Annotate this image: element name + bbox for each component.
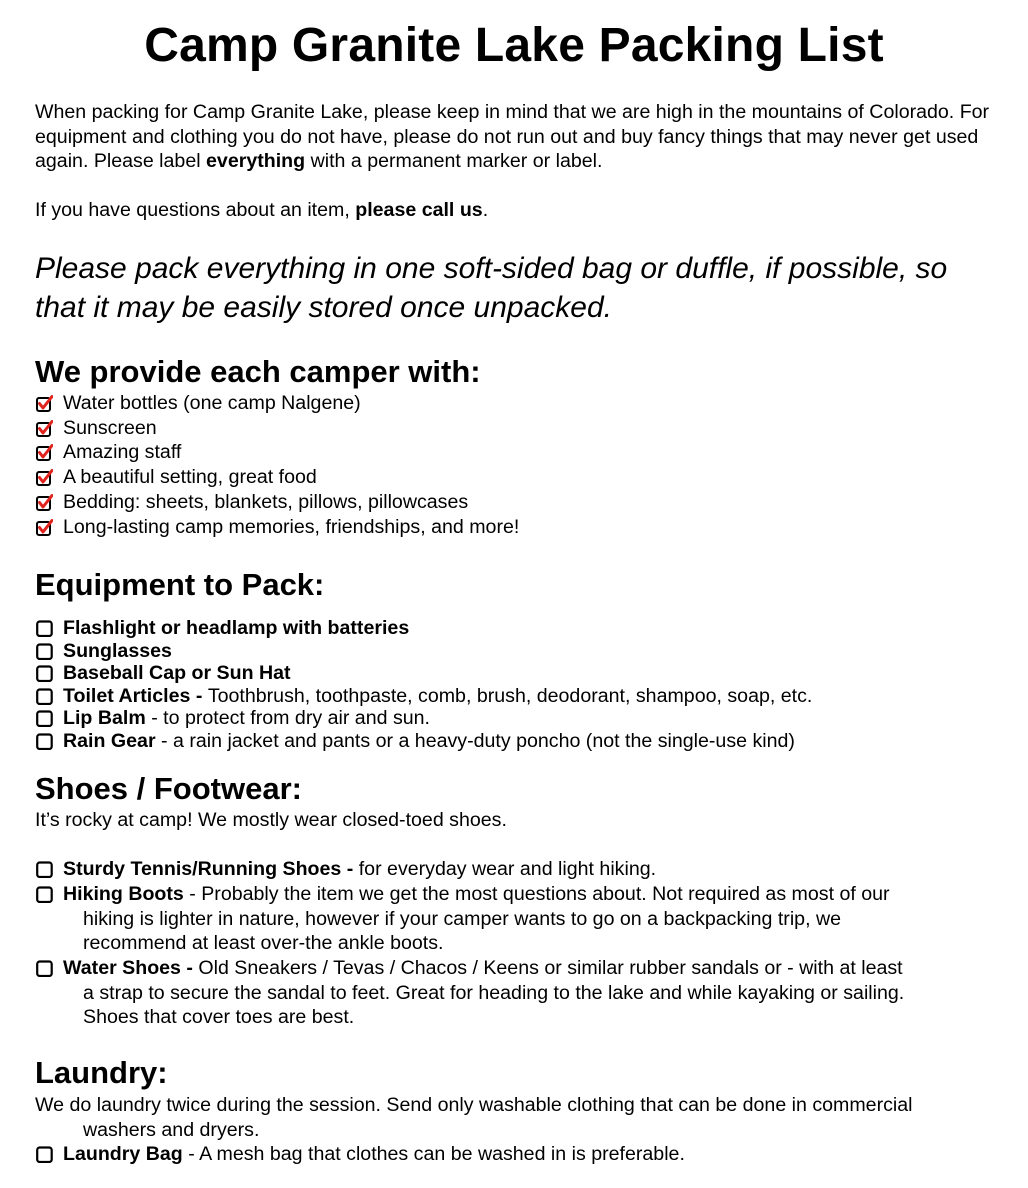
equipment-item-name: Baseball Cap or Sun Hat xyxy=(63,662,291,685)
equipment-item[interactable] xyxy=(35,617,812,640)
intro-text-b: with a permanent marker or label. xyxy=(305,150,603,172)
shoe-item-name: Water Shoes - xyxy=(63,957,199,979)
shoe-item[interactable] xyxy=(35,857,995,882)
laundry-description xyxy=(35,1093,1000,1142)
shoe-item[interactable] xyxy=(35,956,995,1030)
questions-paragraph xyxy=(35,198,488,223)
provide-item-label: Long-lasting camp memories, friendships, and more! xyxy=(63,515,520,538)
checked-box-icon xyxy=(36,395,53,412)
laundry-heading: Laundry: xyxy=(35,1055,168,1090)
shoe-item-description: for everyday wear and light hiking. xyxy=(358,858,657,880)
laundry-bag-bold: Laundry Bag xyxy=(63,1143,183,1165)
provide-heading: We provide each camper with: xyxy=(35,354,481,389)
laundry-bag-item[interactable] xyxy=(35,1142,995,1167)
provide-item-label: A beautiful setting, great food xyxy=(63,466,317,489)
equipment-item[interactable] xyxy=(35,707,812,730)
intro-paragraph xyxy=(35,100,995,174)
equipment-item-description: - a rain jacket and pants or a heavy-duty poncho (not the single-use kind) xyxy=(155,729,795,752)
empty-checkbox-icon[interactable] xyxy=(36,688,53,705)
empty-checkbox-icon[interactable] xyxy=(36,665,53,682)
page-title: Camp Granite Lake Packing List xyxy=(144,19,884,72)
laundry-bag-rest: - A mesh bag that clothes can be washed in is preferable. xyxy=(182,1143,685,1165)
shoes-subtitle: It’s rocky at camp! We mostly wear closed-toed shoes. xyxy=(35,809,507,831)
equipment-item-name: Lip Balm xyxy=(63,707,146,730)
shoe-item-continuation: a strap to secure the sandal to feet. Great for heading to the lake and while kayaking or sailing. xyxy=(83,981,905,1004)
provide-item xyxy=(35,440,519,465)
provide-item-label: Sunscreen xyxy=(63,416,157,439)
equipment-item-name: Flashlight or headlamp with batteries xyxy=(63,617,410,639)
packing-note: Please pack everything in one soft-sided bag or duffle, if possible, so that it may be easily stored once unpacked. xyxy=(35,252,948,324)
empty-checkbox-icon[interactable] xyxy=(36,620,53,637)
shoe-item[interactable] xyxy=(35,882,995,956)
questions-text-b: . xyxy=(482,199,489,221)
shoe-item-description: Old Sneakers / Tevas / Chacos / Keens or similar rubber sandals or - with at least xyxy=(198,957,903,979)
checked-box-icon xyxy=(36,420,53,437)
laundry-text-line1: We do laundry twice during the session. Send only washable clothing that can be done in commercial xyxy=(35,1094,913,1116)
checked-box-icon xyxy=(36,444,53,461)
equipment-item[interactable] xyxy=(35,685,812,708)
questions-bold: please call us xyxy=(355,199,483,221)
empty-checkbox-icon[interactable] xyxy=(36,643,53,660)
equipment-item-name: Toilet Articles - xyxy=(63,684,208,707)
checked-box-icon xyxy=(36,469,53,486)
checked-box-icon xyxy=(36,519,53,536)
equipment-item[interactable] xyxy=(35,640,812,663)
equipment-item-name: Rain Gear xyxy=(63,729,156,752)
checked-box-icon xyxy=(36,494,53,511)
equipment-item-description: Toothbrush, toothpaste, comb, brush, deodorant, shampoo, soap, etc. xyxy=(207,684,813,707)
empty-checkbox-icon[interactable] xyxy=(36,886,53,903)
empty-checkbox-icon[interactable] xyxy=(36,960,53,977)
provide-item xyxy=(35,515,519,540)
empty-checkbox-icon[interactable] xyxy=(36,861,53,878)
equipment-list xyxy=(35,617,812,753)
provide-item xyxy=(35,416,519,441)
empty-checkbox-icon[interactable] xyxy=(36,710,53,727)
shoe-item-name: Sturdy Tennis/Running Shoes - xyxy=(63,858,359,880)
provide-item-label: Water bottles (one camp Nalgene) xyxy=(63,392,361,414)
shoe-item-continuation: hiking is lighter in nature, however if your camper wants to go on a backpacking trip, we xyxy=(83,907,842,930)
shoe-item-continuation: Shoes that cover toes are best. xyxy=(83,1006,355,1028)
equipment-item[interactable] xyxy=(35,730,812,753)
equipment-heading: Equipment to Pack: xyxy=(35,567,325,602)
equipment-item-description: - to protect from dry air and sun. xyxy=(145,707,430,730)
provide-item xyxy=(35,465,519,490)
equipment-item[interactable] xyxy=(35,662,812,685)
empty-checkbox-icon[interactable] xyxy=(36,1146,53,1163)
laundry-text-line2: washers and dryers. xyxy=(83,1118,260,1141)
empty-checkbox-icon[interactable] xyxy=(36,733,53,750)
provide-item-label: Amazing staff xyxy=(63,441,182,464)
intro-text-a: When packing for Camp Granite Lake, please keep in mind that we are high in the mountains of Colorado. For equipment and clothing you do not have, please do not run out and buy fancy things that may never get used again. Please label xyxy=(35,101,990,172)
shoe-item-description: - Probably the item we get the most questions about. Not required as most of our xyxy=(183,883,890,905)
intro-bold: everything xyxy=(206,150,306,172)
shoes-heading: Shoes / Footwear: xyxy=(35,771,302,806)
shoe-item-name: Hiking Boots xyxy=(63,883,184,905)
provide-item xyxy=(35,391,519,416)
questions-text-a: If you have questions about an item, xyxy=(35,199,356,221)
provide-list xyxy=(35,391,519,539)
provide-item xyxy=(35,490,519,515)
shoe-item-continuation: recommend at least over-the ankle boots. xyxy=(83,932,444,954)
equipment-item-name: Sunglasses xyxy=(63,639,172,662)
provide-item-label: Bedding: sheets, blankets, pillows, pillowcases xyxy=(63,490,469,513)
